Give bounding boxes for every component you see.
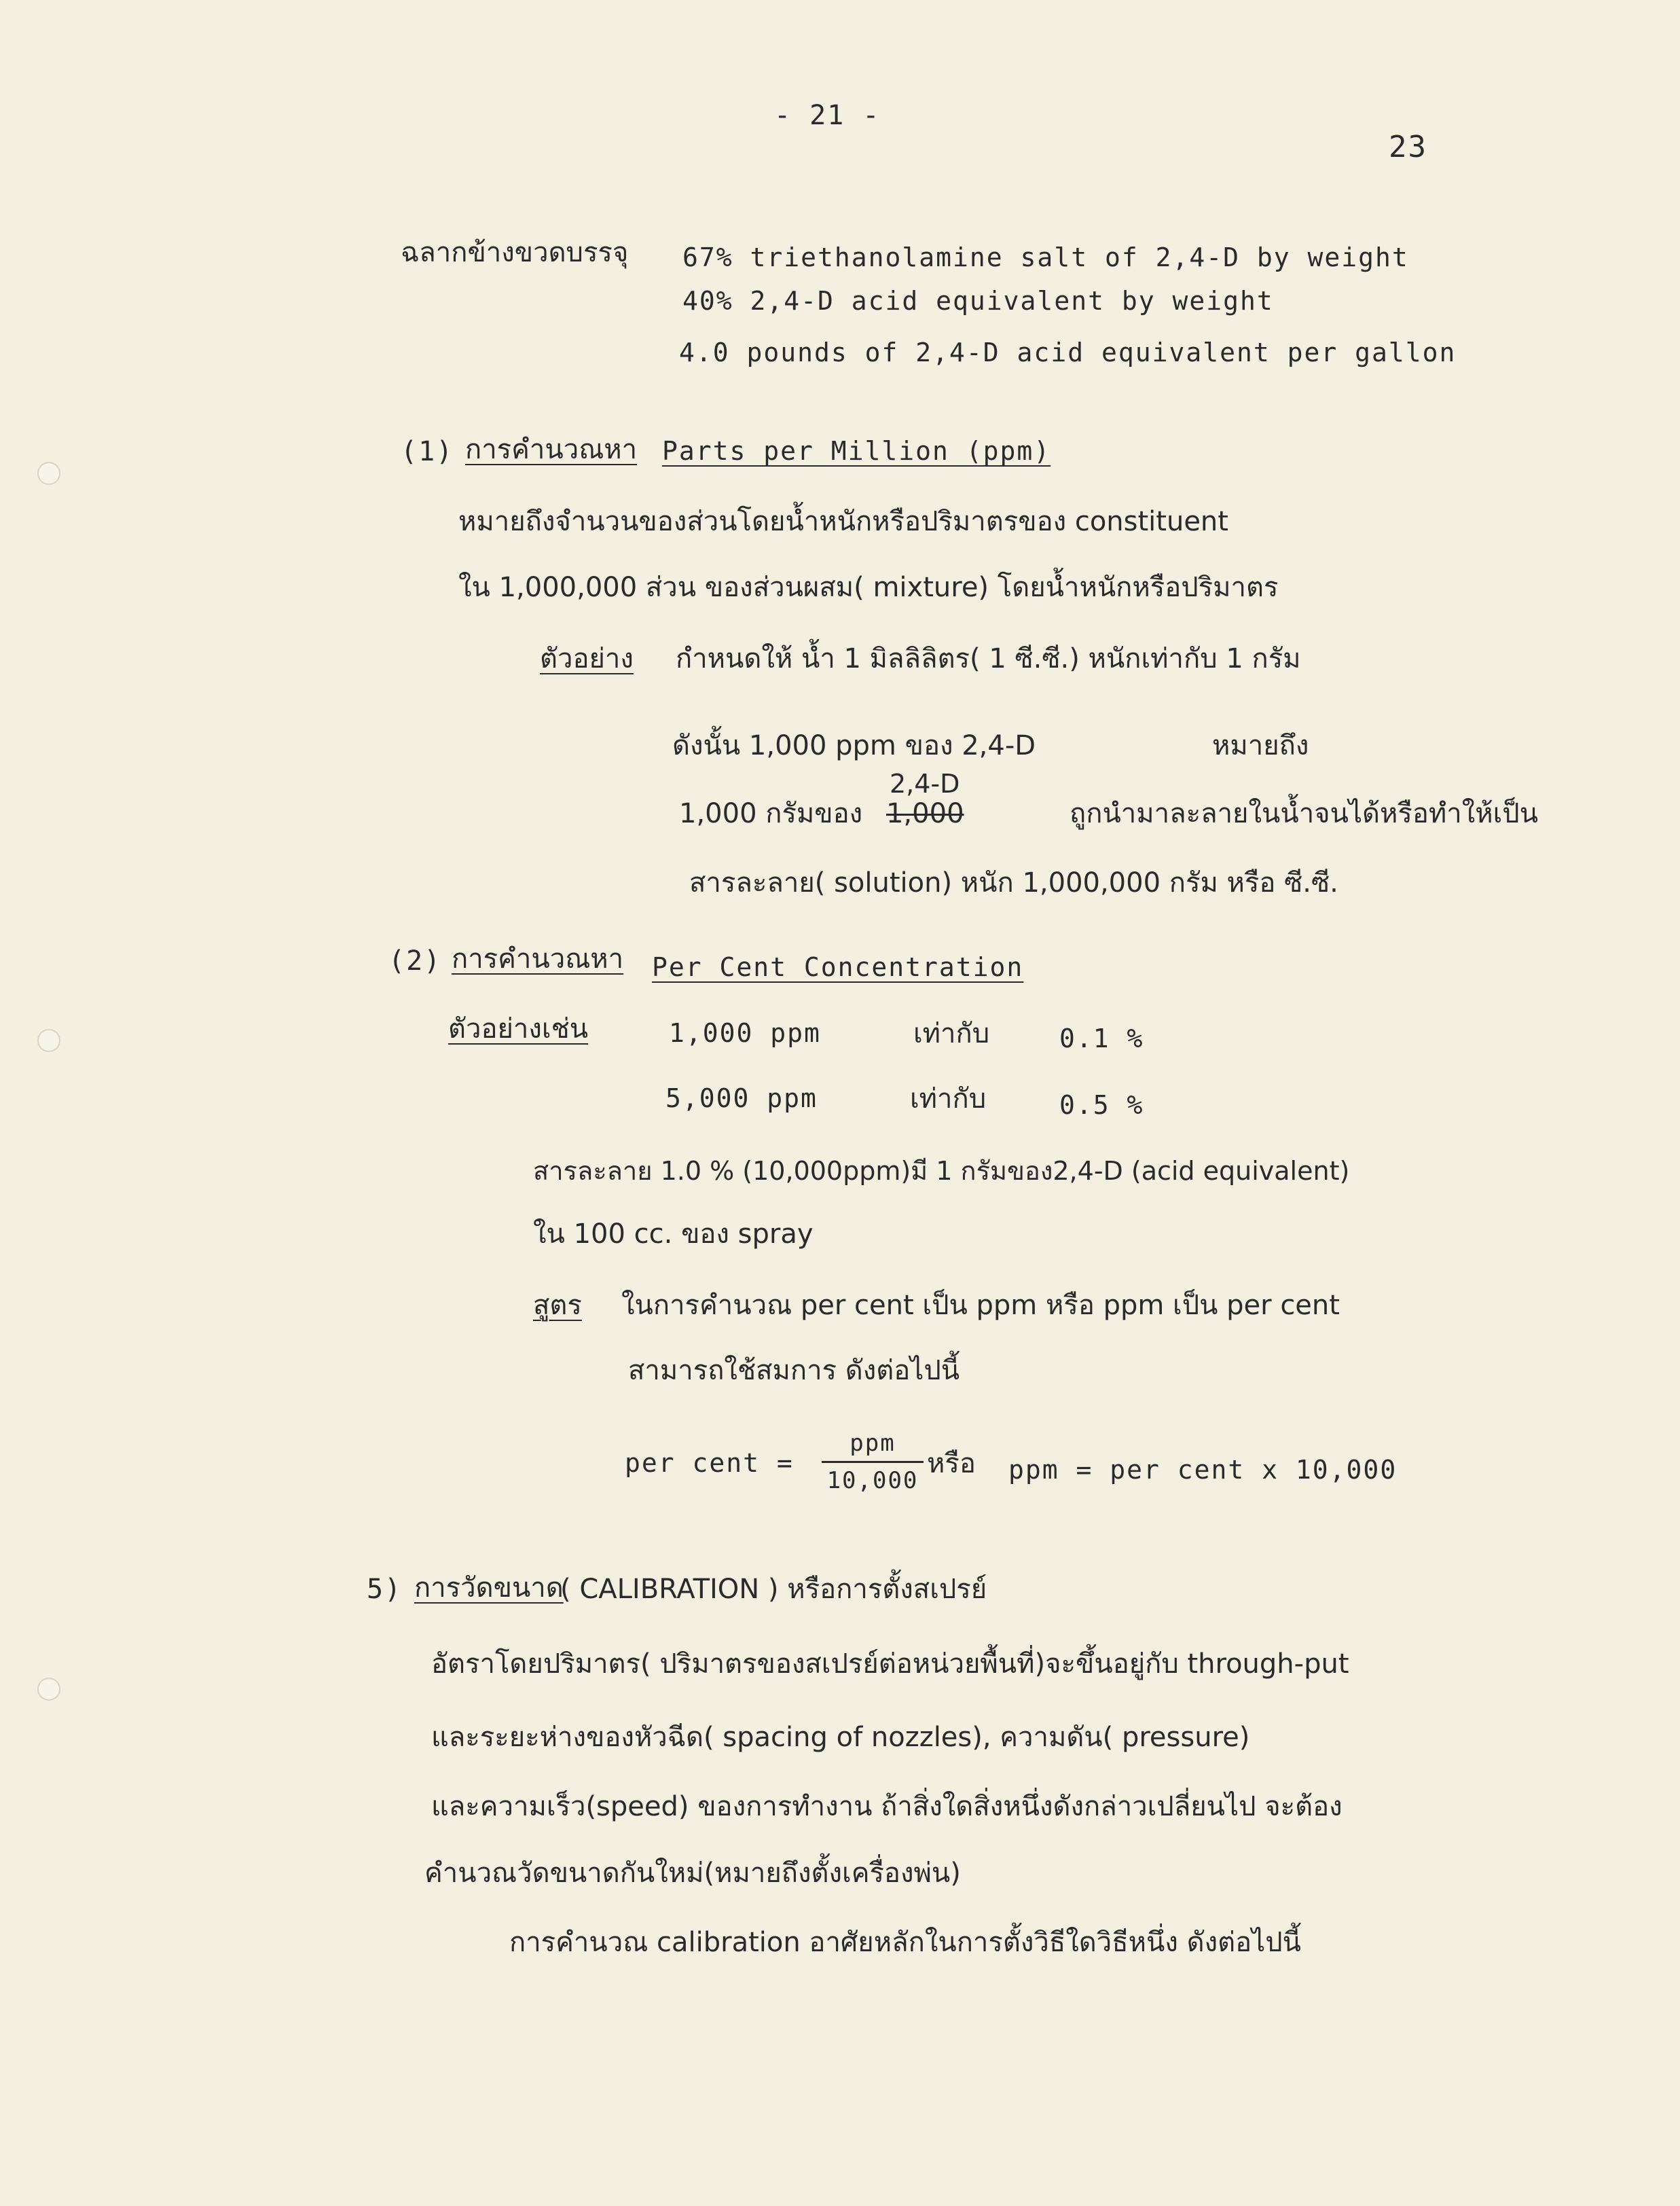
label-line: 40% 2,4-D acid equivalent by weight bbox=[682, 286, 1274, 316]
fraction-denominator: 10,000 bbox=[826, 1467, 919, 1494]
section-number: (1) bbox=[401, 436, 454, 467]
example-line: ดังนั้น 1,000 ppm ของ 2,4-D bbox=[672, 730, 1036, 761]
equation-fraction bbox=[822, 1430, 924, 1494]
percent-value: 0.1 % bbox=[1059, 1024, 1144, 1053]
equals-text: เท่ากับ bbox=[913, 1018, 990, 1049]
equation-or: หรือ bbox=[927, 1448, 976, 1479]
fraction-numerator: ppm bbox=[850, 1430, 896, 1457]
section-number: 5) bbox=[367, 1574, 403, 1605]
struck-value: 1,000 bbox=[886, 798, 964, 829]
page-number: 23 bbox=[1389, 130, 1427, 164]
formula-line: ในการคำนวณ per cent เป็น ppm หรือ ppm เป็น per cent bbox=[621, 1290, 1340, 1321]
example-label: ตัวอย่าง bbox=[540, 643, 634, 674]
section-heading-thai: การคำนวณหา bbox=[452, 943, 624, 975]
paragraph-line: และระยะห่างของหัวฉีด( spacing of nozzles), ความดัน( pressure) bbox=[431, 1722, 1250, 1753]
example-line: กำหนดให้ น้ำ 1 มิลลิลิตร( 1 ซี.ซี.) หนักเท่ากับ 1 กรัม bbox=[676, 643, 1301, 674]
ppm-value: 1,000 ppm bbox=[669, 1018, 821, 1048]
paragraph-line: คำนวณวัดขนาดกันใหม่(หมายถึงตั้งเครื่องพ่น) bbox=[424, 1858, 961, 1889]
definition-line: หมายถึงจำนวนของส่วนโดยน้ำหนักหรือปริมาตรของ constituent bbox=[458, 506, 1228, 537]
formula-line: สามารถใช้สมการ ดังต่อไปนี้ bbox=[628, 1355, 960, 1386]
section-heading-thai: การวัดขนาด bbox=[414, 1572, 564, 1604]
old-page-number: - 21 - bbox=[774, 100, 881, 131]
equals-text: เท่ากับ bbox=[910, 1083, 987, 1115]
definition-line: ใน 1,000,000 ส่วน ของส่วนผสม( mixture) โดยน้ำหนักหรือปริมาตร bbox=[458, 572, 1279, 603]
formula-label: สูตร bbox=[533, 1290, 582, 1321]
binder-hole bbox=[37, 1029, 60, 1052]
example-line: 1,000 กรัมของ bbox=[679, 798, 863, 829]
section-heading-thai: การคำนวณหา bbox=[465, 434, 638, 465]
label-title: ฉลากข้างขวดบรรจุ bbox=[401, 237, 629, 268]
section-heading-rest: ( CALIBRATION ) หรือการตั้งสเปรย์ bbox=[560, 1574, 987, 1605]
binder-hole bbox=[37, 1678, 60, 1701]
paragraph-line: และความเร็ว(speed) ของการทำงาน ถ้าสิ่งใดสิ่งหนึ่งดังกล่าวเปลี่ยนไป จะต้อง bbox=[431, 1791, 1343, 1822]
example-label: ตัวอย่างเช่น bbox=[448, 1013, 589, 1045]
percent-value: 0.5 % bbox=[1059, 1090, 1144, 1120]
section-heading-en: Parts per Million (ppm) bbox=[662, 436, 1051, 466]
paragraph-line: การคำนวณ calibration อาศัยหลักในการตั้งวิธีใดวิธีหนึ่ง ดังต่อไปนี้ bbox=[509, 1927, 1301, 1958]
example-line: ถูกนำมาละลายในน้ำจนได้หรือทำให้เป็น bbox=[1070, 798, 1539, 829]
paragraph-line: อัตราโดยปริมาตร( ปริมาตรของสเปรย์ต่อหน่วยพื้นที่)จะขึ้นอยู่กับ through-put bbox=[431, 1648, 1349, 1680]
example-line: หมายถึง bbox=[1212, 730, 1309, 761]
section-number: (2) bbox=[388, 945, 442, 977]
solution-line: สารละลาย 1.0 % (10,000ppm)มี 1 กรัมของ2,4-D (acid equivalent) bbox=[533, 1156, 1350, 1186]
equation-left: per cent = bbox=[625, 1448, 794, 1478]
label-line: 4.0 pounds of 2,4-D acid equivalent per gallon bbox=[679, 338, 1457, 367]
ppm-value: 5,000 ppm bbox=[665, 1083, 818, 1113]
fraction-bar bbox=[822, 1461, 924, 1463]
handwritten-insert: 2,4-D bbox=[890, 769, 960, 799]
solution-line: ใน 100 cc. ของ spray bbox=[533, 1218, 814, 1250]
section-heading-en: Per Cent Concentration bbox=[652, 952, 1024, 982]
example-line: สารละลาย( solution) หนัก 1,000,000 กรัม หรือ ซี.ซี. bbox=[689, 867, 1338, 899]
label-line: 67% triethanolamine salt of 2,4-D by weight bbox=[682, 242, 1409, 272]
binder-hole bbox=[37, 462, 60, 485]
equation-right: ppm = per cent x 10,000 bbox=[1008, 1455, 1398, 1485]
